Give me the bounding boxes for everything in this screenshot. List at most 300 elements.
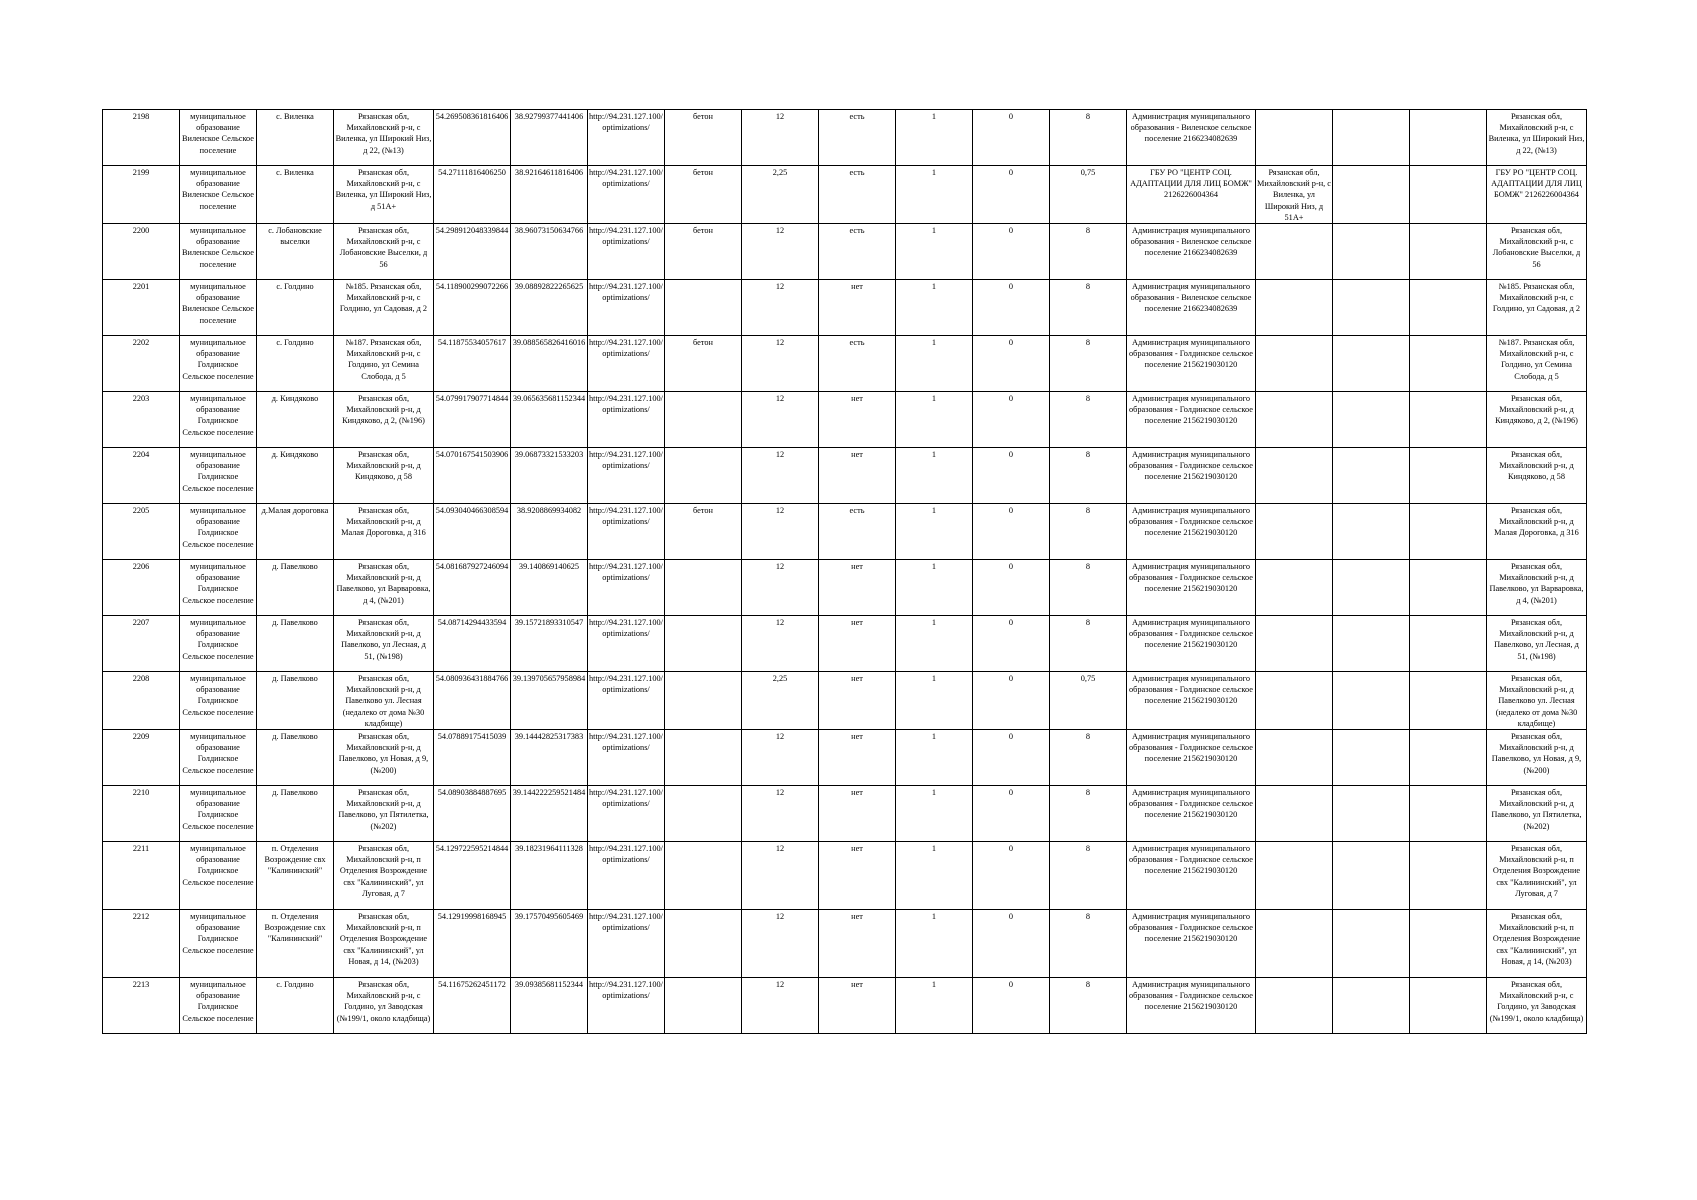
cell-empty	[1410, 786, 1487, 842]
cell-extra	[1333, 560, 1410, 616]
cell-source: Рязанская обл, Михайловский р-н, с Лобановские Выселки, д 56	[1487, 224, 1587, 280]
cell-holder-address	[1256, 978, 1333, 1034]
cell-fence: есть	[819, 166, 896, 224]
cell-latitude: 54.08714294433594	[434, 616, 511, 672]
cell-holder-address	[1256, 110, 1333, 166]
cell-source: Рязанская обл, Михайловский р-н, д Киндяково, д 2, (№196)	[1487, 392, 1587, 448]
cell-longitude: 39.140869140625	[511, 560, 588, 616]
cell-longitude: 38.9208869934082	[511, 504, 588, 560]
cell-holder: Администрация муниципального образования - Голдинское сельское поселение 2156219030120	[1127, 672, 1256, 730]
cell-fence: нет	[819, 910, 896, 978]
cell-latitude: 54.11875534057617	[434, 336, 511, 392]
cell-link: http://94.231.127.100/optimizations/	[588, 224, 665, 280]
table-row	[103, 978, 1587, 1034]
cell-source: Рязанская обл, Михайловский р-н, д Павелково, ул Варваровка, д 4, (№201)	[1487, 560, 1587, 616]
cell-holder-address	[1256, 616, 1333, 672]
cell-owner: муниципальное образование Голдинское Сельское поселение	[180, 786, 257, 842]
cell-fence: есть	[819, 224, 896, 280]
cell-address: Рязанская обл, Михайловский р-н, п Отделения Возрождение свх "Калининский", ул Новая, д 14, (№203)	[334, 910, 434, 978]
cell-extra	[1333, 842, 1410, 910]
cell-empty	[1410, 910, 1487, 978]
cell-number: 2208	[103, 672, 180, 730]
cell-holder-address	[1256, 336, 1333, 392]
cell-extra	[1333, 280, 1410, 336]
cell-holder: Администрация муниципального образования - Голдинское сельское поселение 2156219030120	[1127, 730, 1256, 786]
cell-container-count: 1	[896, 166, 973, 224]
cell-source: ГБУ РО "ЦЕНТР СОЦ. АДАПТАЦИИ ДЛЯ ЛИЦ БОМЖ" 2126226004364	[1487, 166, 1587, 224]
table-row	[103, 672, 1587, 730]
cell-holder-address	[1256, 560, 1333, 616]
cell-number: 2201	[103, 280, 180, 336]
cell-link: http://94.231.127.100/optimizations/	[588, 560, 665, 616]
cell-container-count: 1	[896, 616, 973, 672]
cell-source: Рязанская обл, Михайловский р-н, с Виленка, ул Широкий Низ, д 22, (№13)	[1487, 110, 1587, 166]
cell-holder: Администрация муниципального образования - Голдинское сельское поселение 2156219030120	[1127, 504, 1256, 560]
table-row	[103, 910, 1587, 978]
cell-longitude: 39.09385681152344	[511, 978, 588, 1034]
cell-holder: Администрация муниципального образования - Голдинское сельское поселение 2156219030120	[1127, 392, 1256, 448]
cell-number: 2199	[103, 166, 180, 224]
cell-surface	[665, 616, 742, 672]
cell-number: 2206	[103, 560, 180, 616]
cell-fence: нет	[819, 392, 896, 448]
cell-number: 2205	[103, 504, 180, 560]
cell-link: http://94.231.127.100/optimizations/	[588, 616, 665, 672]
cell-address: Рязанская обл, Михайловский р-н, с Голдино, ул Заводская (№199/1, около кладбища)	[334, 978, 434, 1034]
cell-settlement: с. Виленка	[257, 110, 334, 166]
cell-fence: нет	[819, 842, 896, 910]
cell-fence: нет	[819, 616, 896, 672]
cell-area: 12	[742, 504, 819, 560]
cell-settlement: д. Павелково	[257, 730, 334, 786]
cell-link: http://94.231.127.100/optimizations/	[588, 504, 665, 560]
cell-longitude: 39.065635681152344	[511, 392, 588, 448]
cell-settlement: д. Киндяково	[257, 392, 334, 448]
cell-container-count: 1	[896, 842, 973, 910]
cell-empty	[1410, 280, 1487, 336]
cell-empty	[1410, 336, 1487, 392]
cell-extra	[1333, 448, 1410, 504]
cell-settlement: п. Отделения Возрождение свх "Калининский"	[257, 910, 334, 978]
cell-area: 12	[742, 786, 819, 842]
cell-address: Рязанская обл, Михайловский р-н, с Лобановские Выселки, д 56	[334, 224, 434, 280]
cell-planned-count: 0	[973, 978, 1050, 1034]
cell-area: 12	[742, 224, 819, 280]
cell-container-count: 1	[896, 978, 973, 1034]
cell-planned-count: 0	[973, 910, 1050, 978]
cell-planned-count: 0	[973, 504, 1050, 560]
cell-area: 12	[742, 280, 819, 336]
table-row	[103, 448, 1587, 504]
cell-source: №187. Рязанская обл, Михайловский р-н, с Голдино, ул Семина Слобода, д 5	[1487, 336, 1587, 392]
cell-volume: 8	[1050, 730, 1127, 786]
cell-latitude: 54.27111816406250	[434, 166, 511, 224]
cell-longitude: 38.92799377441406	[511, 110, 588, 166]
cell-owner: муниципальное образование Виленское Сельское поселение	[180, 280, 257, 336]
cell-link: http://94.231.127.100/optimizations/	[588, 842, 665, 910]
cell-latitude: 54.11675262451172	[434, 978, 511, 1034]
cell-surface	[665, 672, 742, 730]
cell-latitude: 54.129722595214844	[434, 842, 511, 910]
cell-planned-count: 0	[973, 786, 1050, 842]
cell-holder: Администрация муниципального образования - Виленское сельское поселение 2166234082639	[1127, 224, 1256, 280]
cell-link: http://94.231.127.100/optimizations/	[588, 448, 665, 504]
cell-holder-address	[1256, 448, 1333, 504]
cell-address: Рязанская обл, Михайловский р-н, д Киндяково, д 58	[334, 448, 434, 504]
cell-container-count: 1	[896, 560, 973, 616]
cell-fence: нет	[819, 448, 896, 504]
cell-number: 2204	[103, 448, 180, 504]
cell-extra	[1333, 224, 1410, 280]
cell-source: Рязанская обл, Михайловский р-н, д Павелково, ул Пятилетка, (№202)	[1487, 786, 1587, 842]
cell-fence: есть	[819, 504, 896, 560]
cell-area: 12	[742, 336, 819, 392]
cell-surface	[665, 280, 742, 336]
cell-extra	[1333, 672, 1410, 730]
cell-longitude: 39.06873321533203	[511, 448, 588, 504]
cell-source: Рязанская обл, Михайловский р-н, п Отделения Возрождение свх "Калининский", ул Новая, д 14, (№203)	[1487, 910, 1587, 978]
table-row	[103, 336, 1587, 392]
cell-settlement: с. Голдино	[257, 280, 334, 336]
cell-latitude: 54.081687927246094	[434, 560, 511, 616]
cell-container-count: 1	[896, 672, 973, 730]
cell-owner: муниципальное образование Голдинское Сельское поселение	[180, 842, 257, 910]
cell-extra	[1333, 978, 1410, 1034]
cell-volume: 8	[1050, 280, 1127, 336]
cell-address: №187. Рязанская обл, Михайловский р-н, с Голдино, ул Семина Слобода, д 5	[334, 336, 434, 392]
cell-empty	[1410, 504, 1487, 560]
cell-area: 12	[742, 730, 819, 786]
cell-container-count: 1	[896, 504, 973, 560]
cell-longitude: 39.17570495605469	[511, 910, 588, 978]
cell-container-count: 1	[896, 280, 973, 336]
cell-owner: муниципальное образование Голдинское Сельское поселение	[180, 448, 257, 504]
cell-link: http://94.231.127.100/optimizations/	[588, 166, 665, 224]
cell-extra	[1333, 110, 1410, 166]
cell-volume: 8	[1050, 560, 1127, 616]
cell-holder-address	[1256, 910, 1333, 978]
cell-planned-count: 0	[973, 560, 1050, 616]
table-row	[103, 224, 1587, 280]
cell-holder-address	[1256, 392, 1333, 448]
cell-address: Рязанская обл, Михайловский р-н, д Павелково, ул Новая, д 9, (№200)	[334, 730, 434, 786]
cell-empty	[1410, 978, 1487, 1034]
cell-holder: Администрация муниципального образования - Голдинское сельское поселение 2156219030120	[1127, 448, 1256, 504]
cell-extra	[1333, 504, 1410, 560]
cell-extra	[1333, 730, 1410, 786]
cell-planned-count: 0	[973, 392, 1050, 448]
cell-area: 2,25	[742, 166, 819, 224]
table-row	[103, 616, 1587, 672]
cell-number: 2213	[103, 978, 180, 1034]
cell-empty	[1410, 672, 1487, 730]
cell-volume: 8	[1050, 224, 1127, 280]
cell-container-count: 1	[896, 392, 973, 448]
cell-latitude: 54.269508361816406	[434, 110, 511, 166]
cell-holder-address	[1256, 504, 1333, 560]
cell-volume: 8	[1050, 616, 1127, 672]
cell-owner: муниципальное образование Виленское Сельское поселение	[180, 110, 257, 166]
cell-volume: 8	[1050, 392, 1127, 448]
cell-holder: Администрация муниципального образования - Голдинское сельское поселение 2156219030120	[1127, 978, 1256, 1034]
cell-source: Рязанская обл, Михайловский р-н, д Павелково, ул Новая, д 9, (№200)	[1487, 730, 1587, 786]
cell-holder: Администрация муниципального образования - Голдинское сельское поселение 2156219030120	[1127, 786, 1256, 842]
cell-planned-count: 0	[973, 616, 1050, 672]
cell-empty	[1410, 842, 1487, 910]
cell-area: 12	[742, 560, 819, 616]
cell-link: http://94.231.127.100/optimizations/	[588, 110, 665, 166]
cell-surface	[665, 560, 742, 616]
cell-container-count: 1	[896, 730, 973, 786]
cell-latitude: 54.298912048339844	[434, 224, 511, 280]
cell-container-count: 1	[896, 910, 973, 978]
cell-holder-address	[1256, 672, 1333, 730]
cell-address: Рязанская обл, Михайловский р-н, с Виленка, ул Широкий Низ, д 51А+	[334, 166, 434, 224]
cell-settlement: с. Голдино	[257, 978, 334, 1034]
cell-link: http://94.231.127.100/optimizations/	[588, 786, 665, 842]
cell-settlement: д. Павелково	[257, 616, 334, 672]
cell-address: Рязанская обл, Михайловский р-н, д Малая Дороговка, д 316	[334, 504, 434, 560]
cell-volume: 8	[1050, 448, 1127, 504]
cell-latitude: 54.08903884887695	[434, 786, 511, 842]
cell-latitude: 54.12919998168945	[434, 910, 511, 978]
cell-latitude: 54.093040466308594	[434, 504, 511, 560]
cell-empty	[1410, 392, 1487, 448]
cell-area: 12	[742, 910, 819, 978]
cell-area: 12	[742, 110, 819, 166]
cell-longitude: 39.144222259521484	[511, 786, 588, 842]
cell-fence: есть	[819, 336, 896, 392]
cell-link: http://94.231.127.100/optimizations/	[588, 392, 665, 448]
cell-link: http://94.231.127.100/optimizations/	[588, 730, 665, 786]
cell-holder-address	[1256, 224, 1333, 280]
table-row	[103, 166, 1587, 224]
cell-surface: бетон	[665, 336, 742, 392]
cell-area: 12	[742, 392, 819, 448]
cell-address: Рязанская обл, Михайловский р-н, д Павелково, ул Лесная, д 51, (№198)	[334, 616, 434, 672]
cell-address: №185. Рязанская обл, Михайловский р-н, с Голдино, ул Садовая, д 2	[334, 280, 434, 336]
cell-number: 2212	[103, 910, 180, 978]
cell-surface	[665, 910, 742, 978]
cell-settlement: с. Виленка	[257, 166, 334, 224]
cell-volume: 8	[1050, 910, 1127, 978]
cell-longitude: 39.14442825317383	[511, 730, 588, 786]
cell-area: 12	[742, 448, 819, 504]
cell-link: http://94.231.127.100/optimizations/	[588, 978, 665, 1034]
cell-planned-count: 0	[973, 224, 1050, 280]
cell-planned-count: 0	[973, 842, 1050, 910]
cell-surface	[665, 448, 742, 504]
cell-fence: нет	[819, 280, 896, 336]
cell-owner: муниципальное образование Голдинское Сельское поселение	[180, 560, 257, 616]
cell-source: Рязанская обл, Михайловский р-н, д Павелково ул. Лесная (недалеко от дома №30 кладбище)	[1487, 672, 1587, 730]
cell-longitude: 38.96073150634766	[511, 224, 588, 280]
cell-fence: нет	[819, 978, 896, 1034]
cell-longitude: 39.18231964111328	[511, 842, 588, 910]
table-row	[103, 842, 1587, 910]
cell-settlement: д. Павелково	[257, 786, 334, 842]
cell-holder: Администрация муниципального образования - Голдинское сельское поселение 2156219030120	[1127, 616, 1256, 672]
cell-holder-address	[1256, 842, 1333, 910]
cell-longitude: 39.15721893310547	[511, 616, 588, 672]
cell-address: Рязанская обл, Михайловский р-н, д Павелково, ул Варваровка, д 4, (№201)	[334, 560, 434, 616]
cell-address: Рязанская обл, Михайловский р-н, д Павелково, ул Пятилетка, (№202)	[334, 786, 434, 842]
cell-number: 2203	[103, 392, 180, 448]
registry-table	[102, 109, 1587, 1034]
cell-empty	[1410, 110, 1487, 166]
cell-holder: Администрация муниципального образования - Виленское сельское поселение 2166234082639	[1127, 110, 1256, 166]
cell-holder: Администрация муниципального образования - Голдинское сельское поселение 2156219030120	[1127, 842, 1256, 910]
cell-volume: 8	[1050, 110, 1127, 166]
cell-address: Рязанская обл, Михайловский р-н, д Павелково ул. Лесная (недалеко от дома №30 кладбище)	[334, 672, 434, 730]
cell-address: Рязанская обл, Михайловский р-н, с Виленка, ул Широкий Низ, д 22, (№13)	[334, 110, 434, 166]
cell-source: Рязанская обл, Михайловский р-н, п Отделения Возрождение свх "Калининский", ул Луговая, д 7	[1487, 842, 1587, 910]
cell-surface	[665, 786, 742, 842]
cell-extra	[1333, 336, 1410, 392]
cell-container-count: 1	[896, 224, 973, 280]
cell-planned-count: 0	[973, 336, 1050, 392]
cell-extra	[1333, 166, 1410, 224]
cell-surface: бетон	[665, 504, 742, 560]
cell-volume: 8	[1050, 978, 1127, 1034]
cell-area: 12	[742, 616, 819, 672]
cell-empty	[1410, 224, 1487, 280]
cell-settlement: с. Лобановские выселки	[257, 224, 334, 280]
cell-holder: Администрация муниципального образования - Голдинское сельское поселение 2156219030120	[1127, 910, 1256, 978]
cell-settlement: д. Павелково	[257, 560, 334, 616]
cell-owner: муниципальное образование Голдинское Сельское поселение	[180, 730, 257, 786]
cell-holder-address	[1256, 280, 1333, 336]
cell-owner: муниципальное образование Голдинское Сельское поселение	[180, 392, 257, 448]
cell-owner: муниципальное образование Голдинское Сельское поселение	[180, 978, 257, 1034]
cell-settlement: п. Отделения Возрождение свх "Калининский"	[257, 842, 334, 910]
cell-latitude: 54.079917907714844	[434, 392, 511, 448]
cell-holder-address	[1256, 786, 1333, 842]
table-row	[103, 786, 1587, 842]
cell-source: Рязанская обл, Михайловский р-н, д Киндяково, д 58	[1487, 448, 1587, 504]
cell-source: Рязанская обл, Михайловский р-н, с Голдино, ул Заводская (№199/1, около кладбища)	[1487, 978, 1587, 1034]
cell-planned-count: 0	[973, 280, 1050, 336]
cell-holder: Администрация муниципального образования - Голдинское сельское поселение 2156219030120	[1127, 560, 1256, 616]
cell-volume: 0,75	[1050, 166, 1127, 224]
cell-surface	[665, 978, 742, 1034]
cell-source: Рязанская обл, Михайловский р-н, д Павелково, ул Лесная, д 51, (№198)	[1487, 616, 1587, 672]
cell-surface: бетон	[665, 166, 742, 224]
cell-fence: нет	[819, 672, 896, 730]
cell-fence: нет	[819, 730, 896, 786]
cell-address: Рязанская обл, Михайловский р-н, д Киндяково, д 2, (№196)	[334, 392, 434, 448]
cell-planned-count: 0	[973, 110, 1050, 166]
cell-longitude: 38.92164611816406	[511, 166, 588, 224]
cell-latitude: 54.118900299072266	[434, 280, 511, 336]
cell-area: 2,25	[742, 672, 819, 730]
cell-volume: 0,75	[1050, 672, 1127, 730]
cell-holder-address: Рязанская обл, Михайловский р-н, с Виленка, ул Широкий Низ, д 51А+	[1256, 166, 1333, 224]
cell-number: 2211	[103, 842, 180, 910]
cell-settlement: д.Малая дороговка	[257, 504, 334, 560]
cell-number: 2198	[103, 110, 180, 166]
cell-empty	[1410, 560, 1487, 616]
cell-empty	[1410, 616, 1487, 672]
cell-source: Рязанская обл, Михайловский р-н, д Малая Дороговка, д 316	[1487, 504, 1587, 560]
cell-holder: Администрация муниципального образования - Виленское сельское поселение 2166234082639	[1127, 280, 1256, 336]
cell-surface	[665, 392, 742, 448]
table-row	[103, 504, 1587, 560]
cell-longitude: 39.139705657958984	[511, 672, 588, 730]
cell-address: Рязанская обл, Михайловский р-н, п Отделения Возрождение свх "Калининский", ул Луговая, д 7	[334, 842, 434, 910]
cell-settlement: с. Голдино	[257, 336, 334, 392]
cell-link: http://94.231.127.100/optimizations/	[588, 672, 665, 730]
cell-volume: 8	[1050, 786, 1127, 842]
cell-holder-address	[1256, 730, 1333, 786]
cell-surface	[665, 842, 742, 910]
cell-number: 2200	[103, 224, 180, 280]
cell-owner: муниципальное образование Голдинское Сельское поселение	[180, 616, 257, 672]
cell-owner: муниципальное образование Голдинское Сельское поселение	[180, 504, 257, 560]
cell-owner: муниципальное образование Голдинское Сельское поселение	[180, 672, 257, 730]
cell-owner: муниципальное образование Виленское Сельское поселение	[180, 166, 257, 224]
cell-planned-count: 0	[973, 448, 1050, 504]
table-row	[103, 730, 1587, 786]
cell-surface: бетон	[665, 224, 742, 280]
cell-number: 2209	[103, 730, 180, 786]
table-row	[103, 280, 1587, 336]
cell-surface: бетон	[665, 110, 742, 166]
cell-fence: есть	[819, 110, 896, 166]
cell-longitude: 39.08892822265625	[511, 280, 588, 336]
cell-empty	[1410, 730, 1487, 786]
cell-planned-count: 0	[973, 672, 1050, 730]
cell-number: 2210	[103, 786, 180, 842]
cell-number: 2207	[103, 616, 180, 672]
cell-container-count: 1	[896, 110, 973, 166]
cell-latitude: 54.07889175415039	[434, 730, 511, 786]
cell-holder: ГБУ РО "ЦЕНТР СОЦ. АДАПТАЦИИ ДЛЯ ЛИЦ БОМЖ" 2126226004364	[1127, 166, 1256, 224]
cell-area: 12	[742, 978, 819, 1034]
cell-link: http://94.231.127.100/optimizations/	[588, 280, 665, 336]
table-body	[103, 110, 1587, 1034]
cell-volume: 8	[1050, 336, 1127, 392]
cell-settlement: д. Киндяково	[257, 448, 334, 504]
cell-extra	[1333, 786, 1410, 842]
cell-container-count: 1	[896, 448, 973, 504]
cell-source: №185. Рязанская обл, Михайловский р-н, с Голдино, ул Садовая, д 2	[1487, 280, 1587, 336]
cell-area: 12	[742, 842, 819, 910]
cell-volume: 8	[1050, 504, 1127, 560]
cell-container-count: 1	[896, 336, 973, 392]
cell-link: http://94.231.127.100/optimizations/	[588, 336, 665, 392]
cell-owner: муниципальное образование Виленское Сельское поселение	[180, 224, 257, 280]
cell-owner: муниципальное образование Голдинское Сельское поселение	[180, 910, 257, 978]
cell-volume: 8	[1050, 842, 1127, 910]
cell-extra	[1333, 392, 1410, 448]
cell-extra	[1333, 616, 1410, 672]
cell-latitude: 54.080936431884766	[434, 672, 511, 730]
cell-longitude: 39.088565826416016	[511, 336, 588, 392]
cell-surface	[665, 730, 742, 786]
cell-empty	[1410, 166, 1487, 224]
cell-link: http://94.231.127.100/optimizations/	[588, 910, 665, 978]
cell-latitude: 54.070167541503906	[434, 448, 511, 504]
cell-extra	[1333, 910, 1410, 978]
cell-number: 2202	[103, 336, 180, 392]
cell-planned-count: 0	[973, 166, 1050, 224]
table-row	[103, 392, 1587, 448]
cell-settlement: д. Павелково	[257, 672, 334, 730]
cell-planned-count: 0	[973, 730, 1050, 786]
table-row	[103, 560, 1587, 616]
table-row	[103, 110, 1587, 166]
